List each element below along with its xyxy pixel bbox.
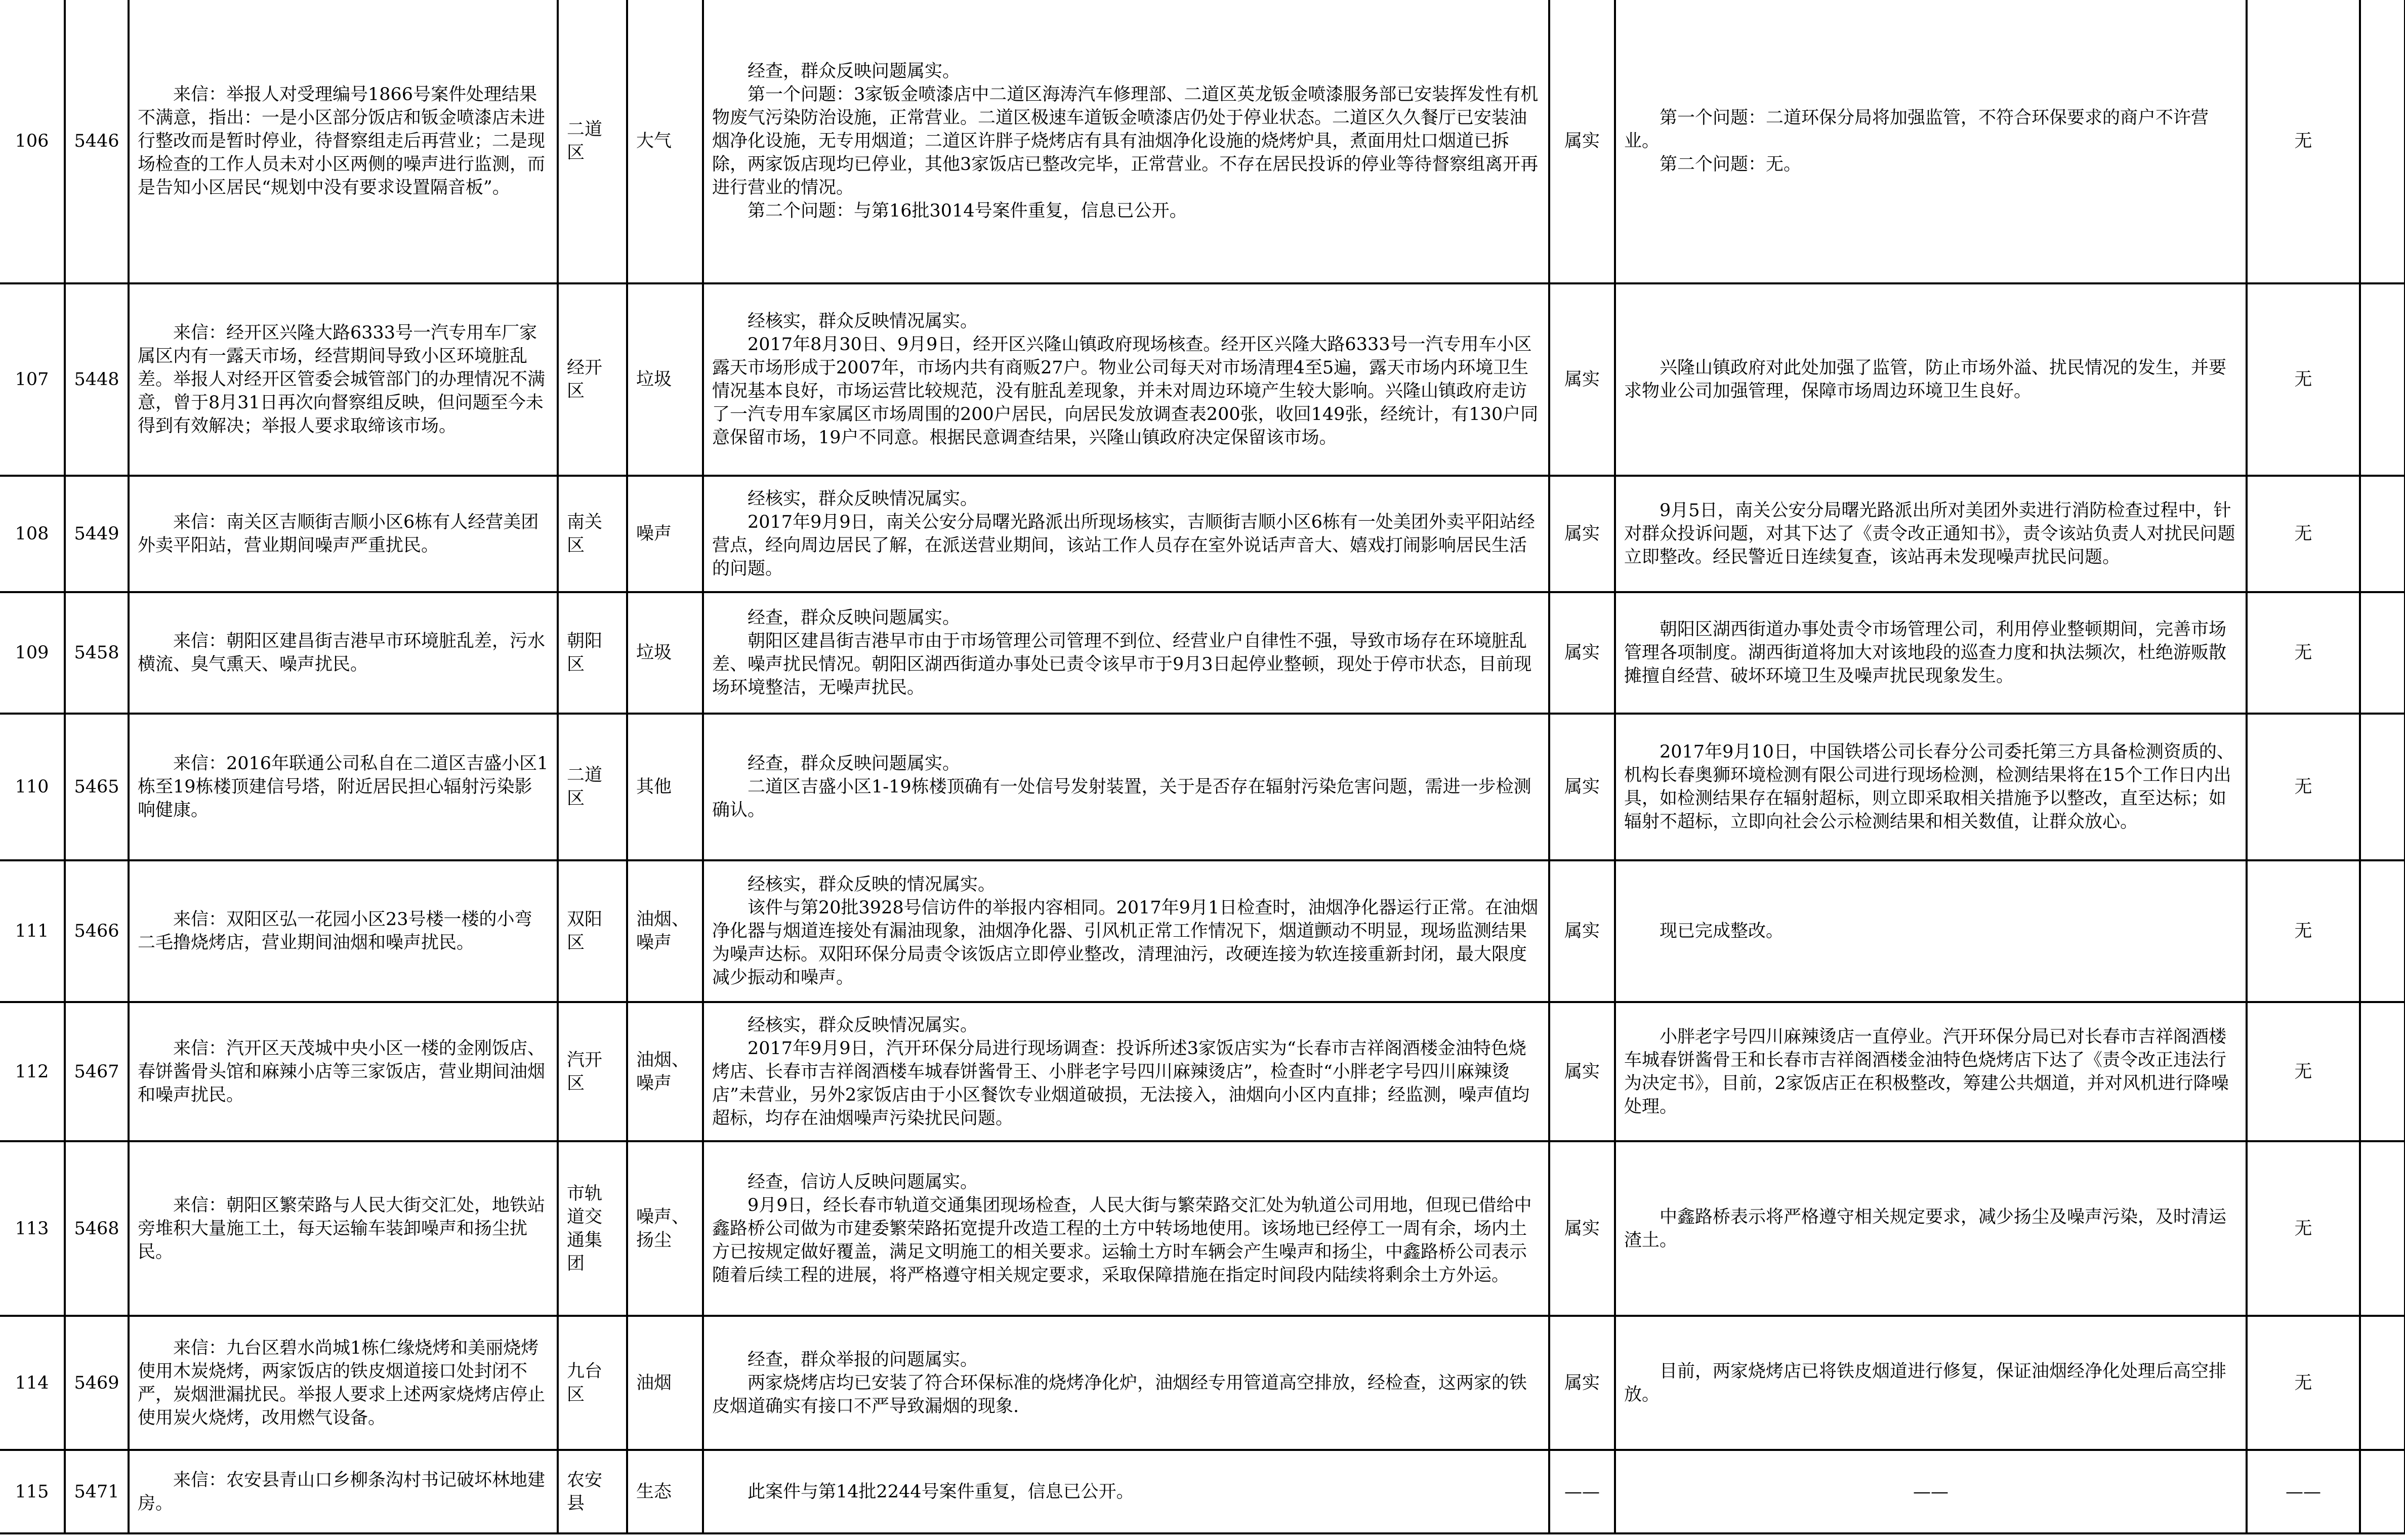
case-number-cell: 5449	[65, 476, 129, 592]
row-number-cell: 113	[0, 1141, 65, 1316]
paragraph: 第一个问题：3家钣金喷漆店中二道区海涛汽车修理部、二道区英龙钣金喷漆服务部已安装挥发性有机物废气污染防治设施，正常营业。二道区极速车道钣金喷漆店仍处于停业状态。二道区久久餐厅已安装油烟净化设施，无专用烟道；二道区许胖子烧烤店有具有油烟净化设施的烧烤炉具，煮面用灶口烟道已拆除，两家饭店现均已停业，其他3家饭店已整改完毕，正常营业。不存在居民投诉的停业等待督察组离开再进行营业的情况。	[712, 85, 1539, 198]
paragraph: 经核实，群众反映的情况属实。	[748, 875, 996, 895]
pollution-type-cell: 噪声	[627, 476, 703, 592]
accountability-cell: 无	[2247, 283, 2360, 476]
complaint-text: 来信：南关区吉顺街吉顺小区6栋有人经营美团外卖平阳站，营业期间噪声严重扰民。	[138, 512, 539, 556]
pollution-type-cell: 噪声、扬尘	[627, 1141, 703, 1316]
table-row	[0, 714, 2405, 860]
paragraph: 朝阳区建昌街吉港早市由于市场管理公司管理不到位、经营业户自律性不强，导致市场存在环境脏乱差、噪声扰民情况。朝阳区湖西街道办事处已责令该早市于9月3日起停业整顿，现处于停市状态，目前现场环境整洁，无噪声扰民。	[712, 631, 1532, 698]
row-number-cell: 110	[0, 714, 65, 860]
paragraph: 经查，群众反映问题属实。	[748, 608, 961, 628]
paragraph: 9月5日，南关公安分局曙光路派出所对美团外卖进行消防检查过程中，针对群众投诉问题，对其下达了《责令改正通知书》，责令该站负责人对扰民问题立即整改。经民警近日连续复查，该站再未发现噪声扰民问题。	[1624, 501, 2235, 567]
case-number-cell: 5465	[65, 714, 129, 860]
handling-cell	[1615, 1450, 2247, 1533]
accountability-cell: ——	[2247, 1450, 2360, 1533]
paragraph: 经查，信访人反映问题属实。	[748, 1172, 978, 1192]
findings-cell	[703, 1316, 1549, 1450]
case-number-cell: 5469	[65, 1316, 129, 1450]
verdict-cell: 属实	[1549, 283, 1615, 476]
handling-cell	[1615, 1002, 2247, 1141]
complaint-cell	[129, 1316, 558, 1450]
complaint-text: 来信：农安县青山口乡柳条沟村书记破坏林地建房。	[138, 1470, 546, 1514]
table-row	[0, 283, 2405, 476]
blank-cell	[2360, 714, 2405, 860]
district-cell: 南关区	[558, 476, 627, 592]
pollution-type-cell: 垃圾	[627, 283, 703, 476]
blank-cell	[2360, 592, 2405, 714]
paragraph: 2017年9月10日，中国铁塔公司长春分公司委托第三方具备检测资质的、机构长春奥狮环境检测有限公司进行现场检测，检测结果将在15个工作日内出具，如检测结果存在辐射超标，则立即采取相关措施予以整改，直至达标；如辐射不超标，立即向社会公示检测结果和相关数值，让群众放心。	[1624, 742, 2234, 832]
paragraph: 第一个问题：二道环保分局将加强监管，不符合环保要求的商户不许营业。	[1624, 108, 2209, 151]
paragraph: 该件与第20批3928号信访件的举报内容相同。2017年9月1日检查时，油烟净化器运行正常。在油烟净化器与烟道连接处有漏油现象，油烟净化器、引风机正常工作情况下，烟道颤动不明显，现场监测结果为噪声达标。双阳环保分局责令该饭店立即停业整改，清理油污，改硬连接为软连接重新封闭，最大限度减少振动和噪声。	[712, 898, 1539, 988]
paragraph: 2017年8月30日、9月9日，经开区兴隆山镇政府现场核查。经开区兴隆大路6333号一汽专用车小区露天市场形成于2007年，市场内共有商贩27户。物业公司每天对市场清理4至5遍，露天市场内环境卫生情况基本良好，市场运营比较规范，没有脏乱差现象，并未对周边环境产生较大影响。兴隆山镇政府走访了一汽专用车家属区市场周围的200户居民，向居民发放调查表200张，收回149张，经统计，有130户同意保留市场，19户不同意。根据民意调查结果，兴隆山镇政府决定保留该市场。	[712, 335, 1539, 448]
accountability-cell: 无	[2247, 860, 2360, 1002]
complaint-text: 来信：经开区兴隆大路6333号一汽专用车厂家属区内有一露天市场，经营期间导致小区环境脏乱差。举报人对经开区管委会城管部门的办理情况不满意，曾于8月31日再次向督察组反映，但问题至今未得到有效解决；举报人要求取缔该市场。	[138, 323, 546, 436]
findings-cell	[703, 1450, 1549, 1533]
case-number-cell: 5467	[65, 1002, 129, 1141]
blank-cell	[2360, 860, 2405, 1002]
findings-cell	[703, 592, 1549, 714]
pollution-type-cell: 大气	[627, 0, 703, 283]
row-number-cell: 109	[0, 592, 65, 714]
verdict-cell: 属实	[1549, 1002, 1615, 1141]
complaint-text: 来信：九台区碧水尚城1栋仁缘烧烤和美丽烧烤使用木炭烧烤，两家饭店的铁皮烟道接口处封闭不严，炭烟泄漏扰民。举报人要求上述两家烧烤店停止使用炭火烧烤，改用燃气设备。	[138, 1338, 546, 1428]
complaint-text: 来信：举报人对受理编号1866号案件处理结果不满意，指出：一是小区部分饭店和钣金喷漆店未进行整改而是暂时停业，待督察组走后再营业；二是现场检查的工作人员未对小区两侧的噪声进行监测，而是告知小区居民“规划中没有要求设置隔音板”。	[138, 85, 546, 198]
paragraph: 9月9日，经长春市轨道交通集团现场检查，人民大街与繁荣路交汇处为轨道公司用地，但现已借给中鑫路桥公司做为市建委繁荣路拓宽提升改造工程的土方中转场地使用。该场地已经停工一周有余，场内土方已按规定做好覆盖，满足文明施工的相关要求。运输土方时车辆会产生噪声和扬尘，中鑫路桥公司表示随着后续工程的进展，将严格遵守相关规定要求，采取保障措施在指定时间段内陆续将剩余土方外运。	[712, 1195, 1532, 1285]
table-row	[0, 476, 2405, 592]
verdict-cell: 属实	[1549, 714, 1615, 860]
blank-cell	[2360, 1141, 2405, 1316]
district-cell: 市轨道交通集团	[558, 1141, 627, 1316]
pollution-type-cell: 其他	[627, 714, 703, 860]
district-cell: 双阳区	[558, 860, 627, 1002]
row-number-cell: 106	[0, 0, 65, 283]
blank-cell	[2360, 283, 2405, 476]
complaint-cell	[129, 0, 558, 283]
district-cell: 二道区	[558, 0, 627, 283]
paragraph: 两家烧烤店均已安装了符合环保标准的烧烤净化炉，油烟经专用管道高空排放，经检查，这两家的铁皮烟道确实有接口不严导致漏烟的现象.	[712, 1372, 1527, 1417]
complaint-cell	[129, 476, 558, 592]
handling-cell	[1615, 476, 2247, 592]
pollution-type-cell: 油烟、噪声	[627, 1002, 703, 1141]
findings-cell	[703, 283, 1549, 476]
findings-cell	[703, 1141, 1549, 1316]
paragraph: ——	[1913, 1481, 1948, 1502]
findings-cell	[703, 714, 1549, 860]
case-number-cell: 5466	[65, 860, 129, 1002]
row-number-cell: 108	[0, 476, 65, 592]
complaint-cell	[129, 592, 558, 714]
table-row	[0, 592, 2405, 714]
handling-cell	[1615, 0, 2247, 283]
table-row	[0, 1316, 2405, 1450]
paragraph: 现已完成整改。	[1660, 921, 1784, 941]
findings-cell	[703, 476, 1549, 592]
paragraph: 第二个问题：与第16批3014号案件重复，信息已公开。	[748, 201, 1187, 221]
blank-cell	[2360, 1002, 2405, 1141]
blank-cell	[2360, 1316, 2405, 1450]
case-number-cell: 5458	[65, 592, 129, 714]
paragraph: 第二个问题：无。	[1660, 154, 1802, 175]
row-number-cell: 115	[0, 1450, 65, 1533]
paragraph: 经查，群众举报的问题属实。	[748, 1349, 978, 1370]
paragraph: 经核实，群众反映情况属实。	[748, 311, 978, 331]
pollution-type-cell: 油烟	[627, 1316, 703, 1450]
paragraph: 小胖老字号四川麻辣烫店一直停业。汽开环保分局已对长春市吉祥阁酒楼车城春饼酱骨王和长春市吉祥阁酒楼金油特色烧烤店下达了《责令改正违法行为决定书》，目前，2家饭店正在积极整改，筹建公共烟道，并对风机进行降噪处理。	[1624, 1026, 2229, 1117]
paragraph: 中鑫路桥表示将严格遵守相关规定要求，减少扬尘及噪声污染，及时清运渣土。	[1624, 1206, 2227, 1251]
handling-cell	[1615, 592, 2247, 714]
complaint-text: 来信：朝阳区建昌街吉港早市环境脏乱差，污水横流、臭气熏天、噪声扰民。	[138, 631, 546, 675]
blank-cell	[2360, 476, 2405, 592]
case-number-cell: 5448	[65, 283, 129, 476]
findings-cell	[703, 860, 1549, 1002]
paragraph: 经核实，群众反映情况属实。	[748, 1015, 978, 1035]
verdict-cell: ——	[1549, 1450, 1615, 1533]
paragraph: 此案件与第14批2244号案件重复，信息已公开。	[748, 1481, 1134, 1502]
paragraph: 兴隆山镇政府对此处加强了监管，防止市场外溢、扰民情况的发生，并要求物业公司加强管理，保障市场周边环境卫生良好。	[1624, 358, 2227, 401]
complaint-cell	[129, 860, 558, 1002]
table-row	[0, 1450, 2405, 1533]
case-number-cell: 5446	[65, 0, 129, 283]
row-number-cell: 107	[0, 283, 65, 476]
table-row	[0, 1141, 2405, 1316]
district-cell: 九台区	[558, 1316, 627, 1450]
handling-cell	[1615, 283, 2247, 476]
verdict-cell: 属实	[1549, 860, 1615, 1002]
complaint-text: 来信：2016年联通公司私自在二道区吉盛小区1栋至19栋楼顶建信号塔，附近居民担心辐射污染影响健康。	[138, 754, 549, 820]
complaint-cell	[129, 1141, 558, 1316]
accountability-cell: 无	[2247, 0, 2360, 283]
pollution-type-cell: 垃圾	[627, 592, 703, 714]
paragraph: 目前，两家烧烤店已将铁皮烟道进行修复，保证油烟经净化处理后高空排放。	[1624, 1361, 2227, 1405]
paragraph: 二道区吉盛小区1-19栋楼顶确有一处信号发射装置，关于是否存在辐射污染危害问题，需进一步检测确认。	[712, 777, 1531, 820]
accountability-cell: 无	[2247, 1002, 2360, 1141]
blank-cell	[2360, 1450, 2405, 1533]
paragraph: 经核实，群众反映情况属实。	[748, 489, 978, 509]
findings-cell	[703, 0, 1549, 283]
row-number-cell: 112	[0, 1002, 65, 1141]
paragraph: 2017年9月9日，汽开环保分局进行现场调查：投诉所述3家饭店实为“长春市吉祥阁酒楼金油特色烧烤店、长春市吉祥阁酒楼车城春饼酱骨王、小胖老字号四川麻辣烫店”，检查时“小胖老字号四川麻辣烫店”未营业，另外2家饭店由于小区餐饮专业烟道破损，无法接入，油烟向小区内直排；经监测，噪声值均超标，均存在油烟噪声污染扰民问题。	[712, 1038, 1530, 1129]
findings-cell	[703, 1002, 1549, 1141]
handling-cell	[1615, 860, 2247, 1002]
paragraph: 2017年9月9日，南关公安分局曙光路派出所现场核实，吉顺街吉顺小区6栋有一处美团外卖平阳站经营点，经向周边居民了解，在派送营业期间，该站工作人员存在室外说话声音大、嬉戏打闹影响居民生活的问题。	[712, 512, 1535, 579]
accountability-cell: 无	[2247, 476, 2360, 592]
row-number-cell: 111	[0, 860, 65, 1002]
paragraph: 经查，群众反映问题属实。	[748, 61, 961, 81]
accountability-cell: 无	[2247, 1141, 2360, 1316]
district-cell: 朝阳区	[558, 592, 627, 714]
accountability-cell: 无	[2247, 1316, 2360, 1450]
table-row	[0, 0, 2405, 283]
pollution-type-cell: 生态	[627, 1450, 703, 1533]
case-number-cell: 5468	[65, 1141, 129, 1316]
verdict-cell: 属实	[1549, 0, 1615, 283]
complaint-text: 来信：汽开区天茂城中央小区一楼的金刚饭店、春饼酱骨头馆和麻辣小店等三家饭店，营业期间油烟和噪声扰民。	[138, 1038, 546, 1105]
complaint-cell	[129, 714, 558, 860]
complaint-cell	[129, 1002, 558, 1141]
case-number-cell: 5471	[65, 1450, 129, 1533]
handling-cell	[1615, 1141, 2247, 1316]
handling-cell	[1615, 1316, 2247, 1450]
district-cell: 汽开区	[558, 1002, 627, 1141]
complaint-text: 来信：朝阳区繁荣路与人民大街交汇处，地铁站旁堆积大量施工土，每天运输车装卸噪声和扬尘扰民。	[138, 1195, 546, 1262]
district-cell: 农安县	[558, 1450, 627, 1533]
verdict-cell: 属实	[1549, 476, 1615, 592]
handling-cell	[1615, 714, 2247, 860]
paragraph: 经查，群众反映问题属实。	[748, 754, 961, 774]
accountability-cell: 无	[2247, 592, 2360, 714]
complaint-cell	[129, 1450, 558, 1533]
paragraph: 朝阳区湖西街道办事处责令市场管理公司，利用停业整顿期间，完善市场管理各项制度。湖西街道将加大对该地段的巡查力度和执法频次，杜绝游贩散摊擅自经营、破坏环境卫生及噪声扰民现象发生。	[1624, 619, 2227, 686]
blank-cell	[2360, 0, 2405, 283]
table-row	[0, 860, 2405, 1002]
complaint-cell	[129, 283, 558, 476]
verdict-cell: 属实	[1549, 1316, 1615, 1450]
district-cell: 经开区	[558, 283, 627, 476]
verdict-cell: 属实	[1549, 1141, 1615, 1316]
complaint-text: 来信：双阳区弘一花园小区23号楼一楼的小弯二毛撸烧烤店，营业期间油烟和噪声扰民。	[138, 909, 532, 953]
accountability-cell: 无	[2247, 714, 2360, 860]
table-row	[0, 1002, 2405, 1141]
district-cell: 二道区	[558, 714, 627, 860]
verdict-cell: 属实	[1549, 592, 1615, 714]
row-number-cell: 114	[0, 1316, 65, 1450]
pollution-type-cell: 油烟、噪声	[627, 860, 703, 1002]
